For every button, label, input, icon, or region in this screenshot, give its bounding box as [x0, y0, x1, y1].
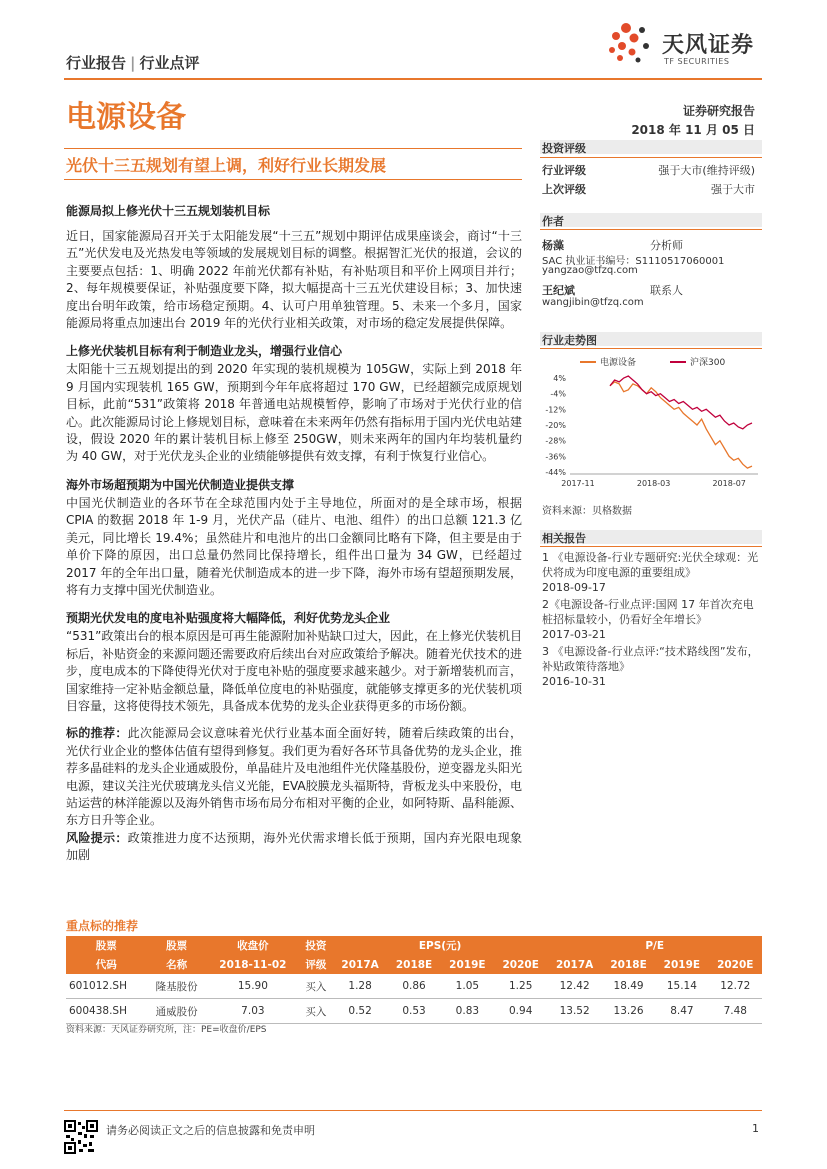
cell-eps-2020e: 0.94	[494, 999, 547, 1024]
header-pe-2017a: 2017A	[547, 955, 602, 974]
report-category	[66, 52, 200, 73]
cell-code: 601012.SH	[66, 974, 146, 999]
related-title: 相关报告	[542, 532, 586, 545]
cell-pe-2020e: 7.48	[709, 999, 762, 1024]
series-line-2	[610, 376, 752, 429]
recommendation-body: 此次能源局会议意味着光伏行业基本面全面好转，随着后续政策的出台，光伏行业企业的整体估值有望得到修复。我们更为看好各环节具备优势的龙头企业，推荐多晶硅料的龙头企业通威股份，单晶硅片及电池组件光伏隆基股份，逆变器龙头阳光电源，建议关注光伏玻璃龙头信义光能，EVA胶膜龙头福斯特，背板龙头中来股份，电站运营的林洋能源以及海外销售市场布局分布相对平衡的企业，如阿特斯、晶科能源、东方日升等企业。	[66, 726, 523, 828]
related-report-1-date: 2018-09-17	[542, 581, 606, 594]
industry-trend-chart	[540, 350, 762, 500]
cell-eps-2017a: 1.28	[333, 974, 388, 999]
author-title-bar	[540, 213, 762, 227]
header-eps: EPS(元)	[333, 936, 548, 955]
title-bottom-rule	[64, 179, 522, 180]
related-report-3[interactable]	[542, 644, 762, 689]
chart-source: 资料来源：贝格数据	[542, 506, 632, 517]
cell-eps-2017a: 0.52	[333, 999, 388, 1024]
header-divider	[64, 78, 762, 80]
header-eps-2018e: 2018E	[387, 955, 440, 974]
related-rule	[540, 546, 762, 547]
cell-eps-2018e: 0.53	[387, 999, 440, 1024]
section-heading-1: 能源局拟上修光伏十三五规划装机目标	[66, 204, 271, 218]
logo-english-name: TF SECURITIES	[664, 57, 730, 66]
author-1-name: 杨藻	[542, 239, 564, 252]
report-subtitle: 光伏十三五规划有望上调，利好行业长期发展	[66, 156, 387, 175]
section-body-3: 中国光伏制造业的各环节在全球范围内处于主导地位，所面对的是全球市场，根据 CPIA 的数据 2018 年 1-9 月，光伏产品（硅片、电池、组件）的出口总额 121.3 亿美元，同比增长 19.4%；虽然硅片和电池片的出口金额同比略有下降，但主要是由于单价下降的原因，出口总量仍然同比保持增长，组件出口量为 34 GW，已经超过 2017 年的全年出口量，随着光伏制造成本的进一步下降，海外市场有望超预期发展，将有力支撑中国光伏制造业。	[66, 495, 522, 597]
industry-title: 电源设备	[66, 100, 186, 135]
cell-pe-2019e: 15.14	[655, 974, 708, 999]
logo-flower-icon	[604, 18, 664, 68]
rating-rule	[540, 157, 762, 158]
risk-label: 风险提示：	[66, 830, 128, 845]
chart-y-axis	[545, 374, 758, 477]
related-report-1[interactable]	[542, 550, 762, 595]
x-tick-label: 2018-03	[636, 479, 671, 488]
section-body-4: “531”政策出台的根本原因是可再生能源附加补贴缺口过大，因此，在上修光伏装机目标后，补贴资金的来源问题还需要政府后续出台对应政策给予解决。随着光伏技术的进步，度电成本的下降使得光伏对于度电补贴的强度要求越来越少。对于新增装机而言，国家维持一定补贴金额总量，降低单位度电的补贴强度，就能够支撑更多的光伏装机项目容量，这将使得技术领先，具备成本优势的龙头企业获得更多的市场份额。	[66, 629, 523, 713]
cell-rating: 买入	[299, 999, 333, 1024]
page-number: 1	[752, 1122, 759, 1135]
related-report-2-title[interactable]: 2《电源设备-行业点评:国网 17 年首次充电桩招标量较小，仍看好全年增长》	[542, 598, 754, 626]
category-separator: |	[130, 54, 136, 72]
y-tick-label: -20%	[545, 421, 566, 430]
cell-code: 600438.SH	[66, 999, 146, 1024]
title-top-rule	[64, 148, 522, 149]
cell-pe-2020e: 12.72	[709, 974, 762, 999]
cell-eps-2018e: 0.86	[387, 974, 440, 999]
industry-rating-label: 行业评级	[542, 164, 586, 177]
table-row	[66, 999, 762, 1024]
section-heading-4: 预期光伏发电的度电补贴强度将大幅降低，利好优势龙头企业	[66, 611, 391, 626]
cell-eps-2020e: 1.25	[494, 974, 547, 999]
risk-body: 政策推进力度不达预期，海外光伏需求增长低于预期，国内弃光限电现象加剧	[66, 830, 522, 863]
trend-title: 行业走势图	[542, 334, 597, 347]
header-pe-2020e: 2020E	[709, 955, 762, 974]
section-body-2: 太阳能十三五规划提出的到 2020 年实现的装机规模为 105GW，实际上到 2018 年 9 月国内实现装机 165 GW，预期到今年年底将超过 170 GW，已经超额完成原规划目标，此前“531”政策将 2018 年普通电站规模暂停，影响了市场对于光伏行业的信心。此次能源局讨论上修规划目标，意味着在未来两年仍然有指标用于国内光伏电站建设，假设 2020 年的累计装机目标上修至 250GW，则未来两年的国内年均装机量约为 40 GW，对于光伏龙头企业的业绩能够提供有效支撑，有利于恢复行业信心。	[66, 362, 523, 464]
header-eps-2019e: 2019E	[441, 955, 494, 974]
header-stock-name-top: 股票	[146, 936, 206, 955]
chart-series	[610, 376, 752, 468]
y-tick-label: 4%	[553, 374, 566, 383]
y-tick-label: -4%	[550, 389, 566, 399]
section-heading-3: 海外市场超预期为中国光伏制造业提供支撑	[66, 477, 295, 492]
author-1-role: 分析师	[650, 239, 683, 252]
related-reports-list	[542, 550, 762, 689]
cell-pe-2019e: 8.47	[655, 999, 708, 1024]
recommendation-paragraph	[66, 725, 522, 829]
table-note: 资料来源：天风证券研究所，注：PE=收盘价/EPS	[66, 1025, 267, 1035]
y-tick-label: -28%	[545, 436, 566, 446]
y-tick-label: -44%	[545, 468, 566, 477]
rating-title: 投资评级	[542, 142, 586, 155]
report-type: 证券研究报告	[682, 104, 755, 118]
y-tick-label: -12%	[545, 405, 566, 415]
x-tick-label: 2017-11	[561, 479, 595, 488]
cell-rating: 买入	[299, 974, 333, 999]
header-eps-2017a: 2017A	[333, 955, 388, 974]
header-code: 代码	[66, 955, 146, 974]
header-rating-top: 投资	[299, 936, 333, 955]
author-1-email[interactable]: yangzao@tfzq.com	[542, 265, 638, 276]
cell-pe-2017a: 12.42	[547, 974, 602, 999]
table-header-row-1	[66, 936, 762, 955]
cell-name: 通威股份	[146, 999, 206, 1024]
stock-recommendation-table	[66, 936, 762, 1024]
qr-code-icon	[64, 1120, 98, 1154]
cell-pe-2017a: 13.52	[547, 999, 602, 1024]
subcategory-label: 行业点评	[139, 54, 200, 72]
logo-chinese-name: 天风证券	[662, 33, 755, 58]
report-date: 2018 年 11 月 05 日	[631, 123, 755, 137]
last-rating-label: 上次评级	[542, 183, 586, 196]
header-name: 名称	[146, 955, 206, 974]
risk-paragraph	[66, 830, 522, 865]
last-rating-value: 强于大市	[711, 183, 755, 196]
cell-pe-2018e: 18.49	[602, 974, 655, 999]
author-1-cert: SAC 执业证书编号：S1110517060001	[542, 256, 725, 267]
recommendation-label: 标的推荐：	[66, 726, 128, 741]
cell-name: 隆基股份	[146, 974, 206, 999]
header-close-price: 收盘价	[207, 936, 299, 955]
legend-label-series-2: 沪深300	[690, 358, 726, 368]
category-label: 行业报告	[66, 54, 127, 72]
cell-pe-2018e: 13.26	[602, 999, 655, 1024]
chart-x-axis	[561, 479, 746, 488]
cell-eps-2019e: 0.83	[441, 999, 494, 1024]
cell-price: 15.90	[207, 974, 299, 999]
author-rule	[540, 229, 762, 230]
related-report-2-date: 2017-03-21	[542, 628, 606, 641]
footer-divider	[64, 1110, 762, 1111]
table-row	[66, 974, 762, 999]
cell-eps-2019e: 1.05	[441, 974, 494, 999]
author-2-role: 联系人	[650, 284, 683, 297]
author-2-email[interactable]: wangjibin@tfzq.com	[542, 297, 644, 308]
section-heading-2: 上修光伏装机目标有利于制造业龙头，增强行业信心	[66, 344, 343, 359]
cell-price: 7.03	[207, 999, 299, 1024]
author-title: 作者	[542, 215, 564, 228]
header-pe: P/E	[547, 936, 762, 955]
related-report-3-date: 2016-10-31	[542, 675, 606, 688]
footer-disclaimer[interactable]: 请务必阅读正文之后的信息披露和免责申明	[106, 1124, 315, 1137]
related-report-2[interactable]	[542, 597, 762, 642]
table-header-row-2	[66, 955, 762, 974]
x-tick-label: 2018-07	[712, 479, 746, 488]
y-tick-label: -36%	[545, 452, 566, 462]
header-pe-2019e: 2019E	[655, 955, 708, 974]
chart-legend	[580, 356, 725, 368]
header-pe-2018e: 2018E	[602, 955, 655, 974]
main-content	[66, 202, 522, 865]
section-body-1: 近日，国家能源局召开关于太阳能发展“十三五”规划中期评估成果座谈会，商讨“十三五”光伏发电及光热发电等领域的发展规划目标的调整。根据智汇光伏的报道，会议的主要要点包括：1、明确 2022 年前光伏都有补贴，有补贴项目和平价上网项目并行；2、每年规模要保证，补贴强度要下降，拟大幅提高十三五光伏建设目标；3、加快速度出台明年政策，给市场稳定预期。4、认可户用单独管理。5、未来一个多月，国家能源局将重点加速出台 2019 年的光伏行业相关政策，对市场的稳定发展提供保障。	[66, 229, 522, 331]
related-report-3-title[interactable]: 3 《电源设备-行业点评:“技术路线图”发布，补贴政策待落地》	[542, 645, 759, 673]
trend-rule	[540, 348, 762, 349]
legend-label-series-1: 电源设备	[600, 358, 637, 368]
industry-rating-value: 强于大市(维持评级)	[658, 164, 755, 177]
author-2-name: 王纪斌	[542, 284, 575, 297]
header-eps-2020e: 2020E	[494, 955, 547, 974]
header-rating: 评级	[299, 955, 333, 974]
table-title: 重点标的推荐	[66, 919, 139, 933]
header-stock-code-top: 股票	[66, 936, 146, 955]
header-date: 2018-11-02	[207, 955, 299, 974]
related-report-1-title[interactable]: 1 《电源设备-行业专题研究:光伏全球观：光伏将成为印度电源的重要组成》	[542, 551, 759, 579]
